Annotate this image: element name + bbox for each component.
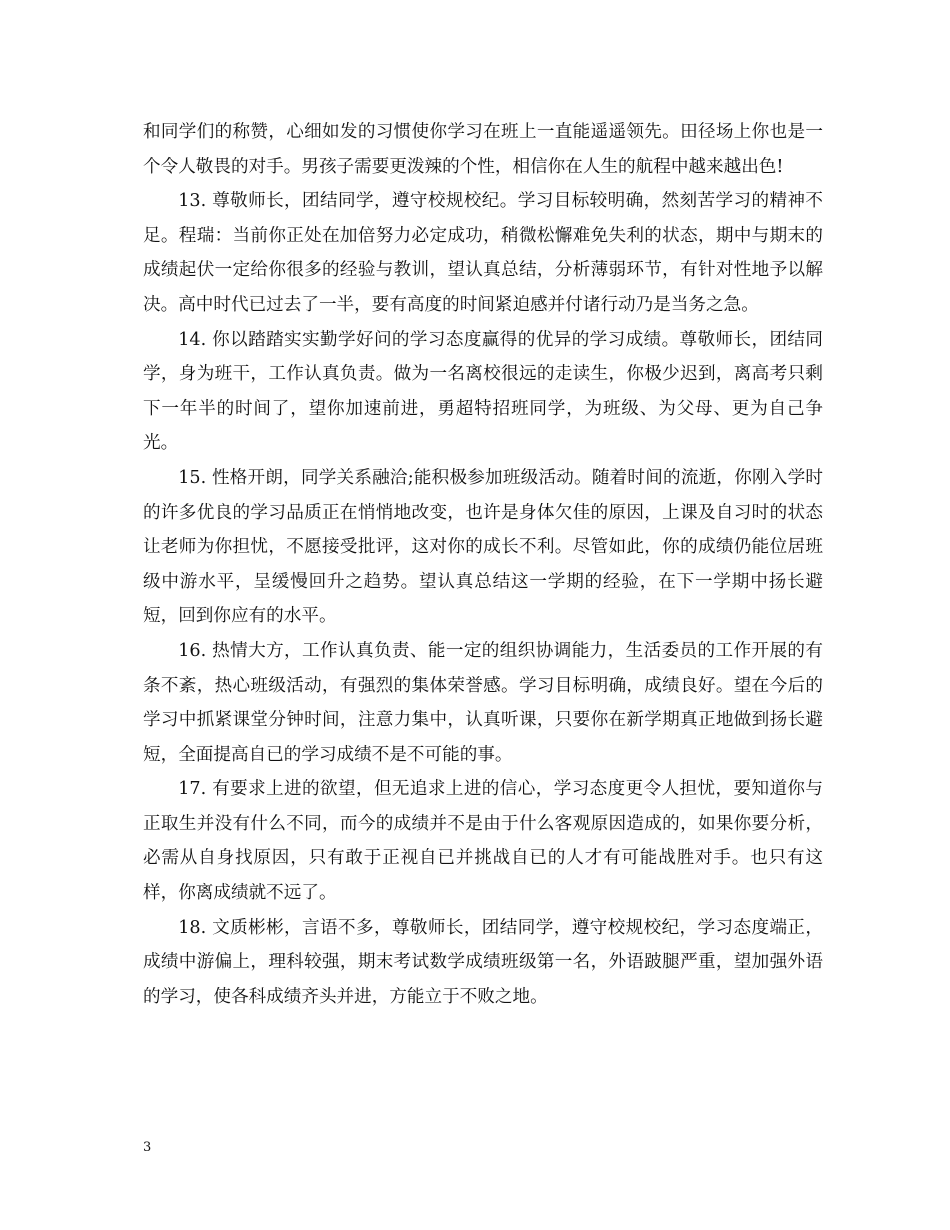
paragraph-17: 17. 有要求上进的欲望，但无追求上进的信心，学习态度更令人担忧，要知道你与正取生并没有什么不同，而今的成绩并不是由于什么客观原因造成的，如果你要分析，必需从自身找原因，只有敢于正视自已并挑战自已的人才有可能战胜对手。也只有这样，你离成绩就不远了。 <box>143 779 823 904</box>
page-number: 3 <box>143 1140 152 1155</box>
paragraph-15: 15. 性格开朗，同学关系融洽;能积极参加班级活动。随着时间的流逝，你刚入学时的许多优良的学习品质正在悄悄地改变，也许是身体欠佳的原因，上课及自习时的状态让老师为你担忧，不愿接受批评，这对你的成长不利。尽管如此，你的成绩仍能位居班级中游水平，呈缓慢回升之趋势。望认真总结这一学期的经验，在下一学期中扬长避短，回到你应有的水平。 <box>143 467 823 627</box>
paragraph-13: 13. 尊敬师长，团结同学，遵守校规校纪。学习目标较明确，然刻苦学习的精神不足。程瑞：当前你正处在加倍努力必定成功，稍微松懈难免失利的状态，期中与期末的成绩起伏一定给你很多的经验与教训，望认真总结，分析薄弱环节，有针对性地予以解决。高中时代已过去了一半，要有高度的时间紧迫感并付诸行动乃是当务之急。 <box>143 191 823 315</box>
paragraph-16: 16. 热情大方，工作认真负责、能一定的组织协调能力，生活委员的工作开展的有条不紊，热心班级活动，有强烈的集体荣誉感。学习目标明确，成绩良好。望在今后的学习中抓紧课堂分钟时间，注意力集中，认真听课，只要你在新学期真正地做到扬长避短，全面提高自已的学习成绩不是不可能的事。 <box>143 640 823 765</box>
paragraph-continuation: 和同学们的称赞，心细如发的习惯使你学习在班上一直能遥遥领先。田径场上你也是一个令人敬畏的对手。男孩子需要更泼辣的个性，相信你在人生的航程中越来越出色! <box>143 122 823 177</box>
paragraph-18: 18. 文质彬彬，言语不多，尊敬师长，团结同学，遵守校规校纪，学习态度端正，成绩中游偏上，理科较强，期末考试数学成绩班级第一名，外语跛腿严重，望加强外语的学习，使各科成绩齐头并进，方能立于不败之地。 <box>143 917 823 1007</box>
document-body <box>143 115 823 1014</box>
paragraph-14: 14. 你以踏踏实实勤学好问的学习态度赢得的优异的学习成绩。尊敬师长，团结同学，身为班干，工作认真负责。做为一名离校很远的走读生，你极少迟到，离高考只剩下一年半的时间了，望你加速前进，勇超特招班同学，为班级、为父母、更为自己争光。 <box>143 329 823 454</box>
